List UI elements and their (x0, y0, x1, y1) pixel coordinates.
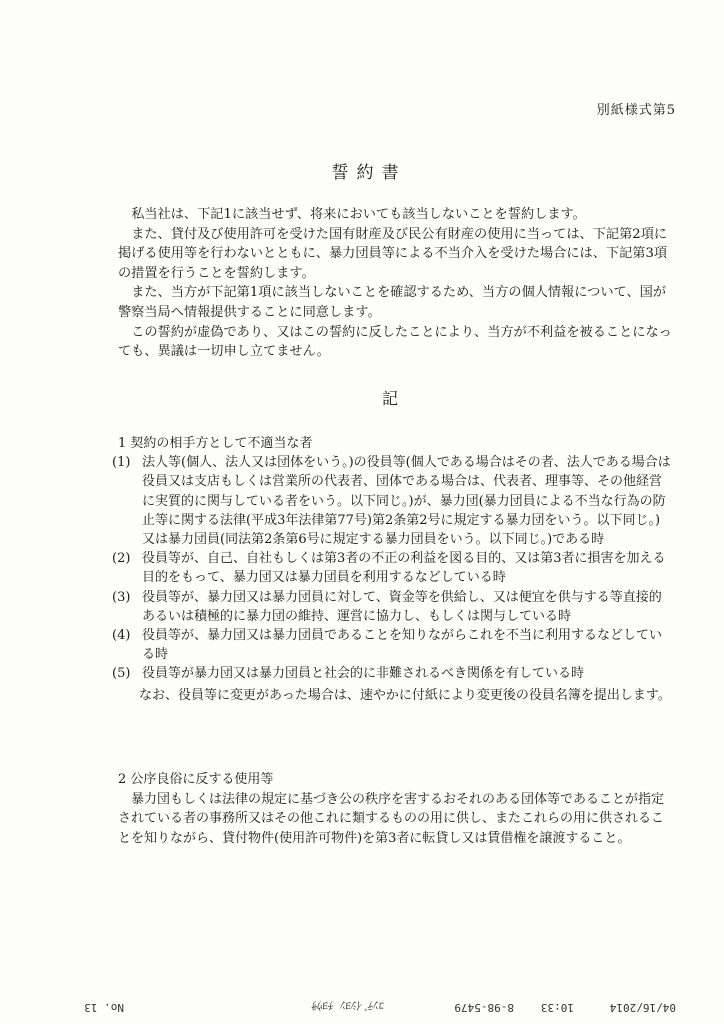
list-item (112, 588, 672, 626)
list-item (112, 453, 672, 549)
fax-date: 04/16/2014 (609, 1001, 676, 1014)
section-1-note: なお、役員等に変更があった場合は、速やかに付紙により変更後の役員名簿を提出します。 (139, 687, 671, 703)
item-text: 法人等(個人、法人又は団体をいう。)の役員等(個人である場合はその者、法人である場合は役員又は支店もしくは営業所の代表者、団体である場合は、代表者、理事等、その他経営に実質的に関与している者をいう。以下同じ。)が、暴力団(暴力団員による不当な行為の防止等に関する法律(平成3年法律第77号)第2条第2号に規定する暴力団をいう。以下同じ。)又は暴力団員(同法第2条第6号に規定する暴力団員をいう。以下同じ。)である時 (142, 455, 671, 548)
section-1-heading: 1 契約の相手方として不適当な者 (118, 436, 313, 451)
fax-header-strip (0, 998, 724, 1014)
intro-paragraph: この誓約が虚偽であり、又はこの誓約に反したことにより、当方が不利益を被ることになっても、異議は一切申し立てません。 (118, 324, 672, 360)
intro-paragraph: また、貸付及び使用許可を受けた国有財産及び民公有財産の使用に当っては、下記第2項に掲げる使用等を行わないとともに、暴力団員等による不当介入を受けた場合には、下記第3項の措置を行うことを誓約します。 (118, 226, 668, 281)
item-number: (3) (112, 589, 131, 605)
list-item (112, 664, 672, 683)
intro-paragraph: 私当社は、下記1に該当せず、将来においても該当しないことを誓約します。 (131, 207, 586, 222)
item-number: (1) (112, 455, 131, 471)
list-item (112, 626, 672, 664)
document-title: 誓約書 (331, 163, 407, 183)
section-2 (112, 770, 672, 848)
fax-page: No. 13 (84, 1001, 124, 1014)
fax-time: 10:33 (540, 1001, 574, 1014)
ki-heading: 記 (381, 389, 398, 408)
intro-paragraph: また、当方が下記第1項に該当しないことを確認するため、当方の個人情報について、国が警察当局へ情報提供することに同意します。 (118, 285, 667, 320)
fax-sender: ｺﾝﾃﾞｲｼﾖﾝ ﾁﾖｳｻ (311, 999, 384, 1012)
section-2-body: 暴力団もしくは法律の規定に基づき公の秩序を害するおそれのある団体等であることが指定されている者の事務所又はその他これに類するものの用に供し、またこれらの用に供されることを知りながら、貸付物件(使用許可物件)を第3者に転貸し又は賃借権を譲渡すること。 (118, 791, 665, 846)
section-1 (112, 434, 672, 705)
item-number: (2) (112, 551, 131, 567)
fax-number: 8-98-5479 (454, 1001, 514, 1014)
item-number: (4) (112, 628, 131, 644)
item-text: 役員等が、暴力団又は暴力団員に対して、資金等を供給し、又は便宜を供与する等直接的あるいは積極的に暴力団の維持、運営に協力し、もしくは関与している時 (142, 589, 662, 624)
item-text: 役員等が暴力団又は暴力団員と社会的に非難されるべき関係を有している時 (142, 666, 585, 682)
intro-block (118, 205, 678, 362)
form-label: 別紙様式第5 (596, 103, 676, 118)
section-2-heading: 2 公序良俗に反する使用等 (118, 772, 274, 787)
list-item (112, 549, 672, 587)
item-text: 役員等が、自己、自社もしくは第3者の不正の利益を図る目的、又は第3者に損害を加える目的をもって、暴力団又は暴力団員を利用するなどしている時 (142, 551, 666, 586)
item-number: (5) (112, 666, 131, 682)
item-text: 役員等が、暴力団又は暴力団員であることを知りながらこれを不当に利用するなどしている時 (142, 628, 663, 663)
